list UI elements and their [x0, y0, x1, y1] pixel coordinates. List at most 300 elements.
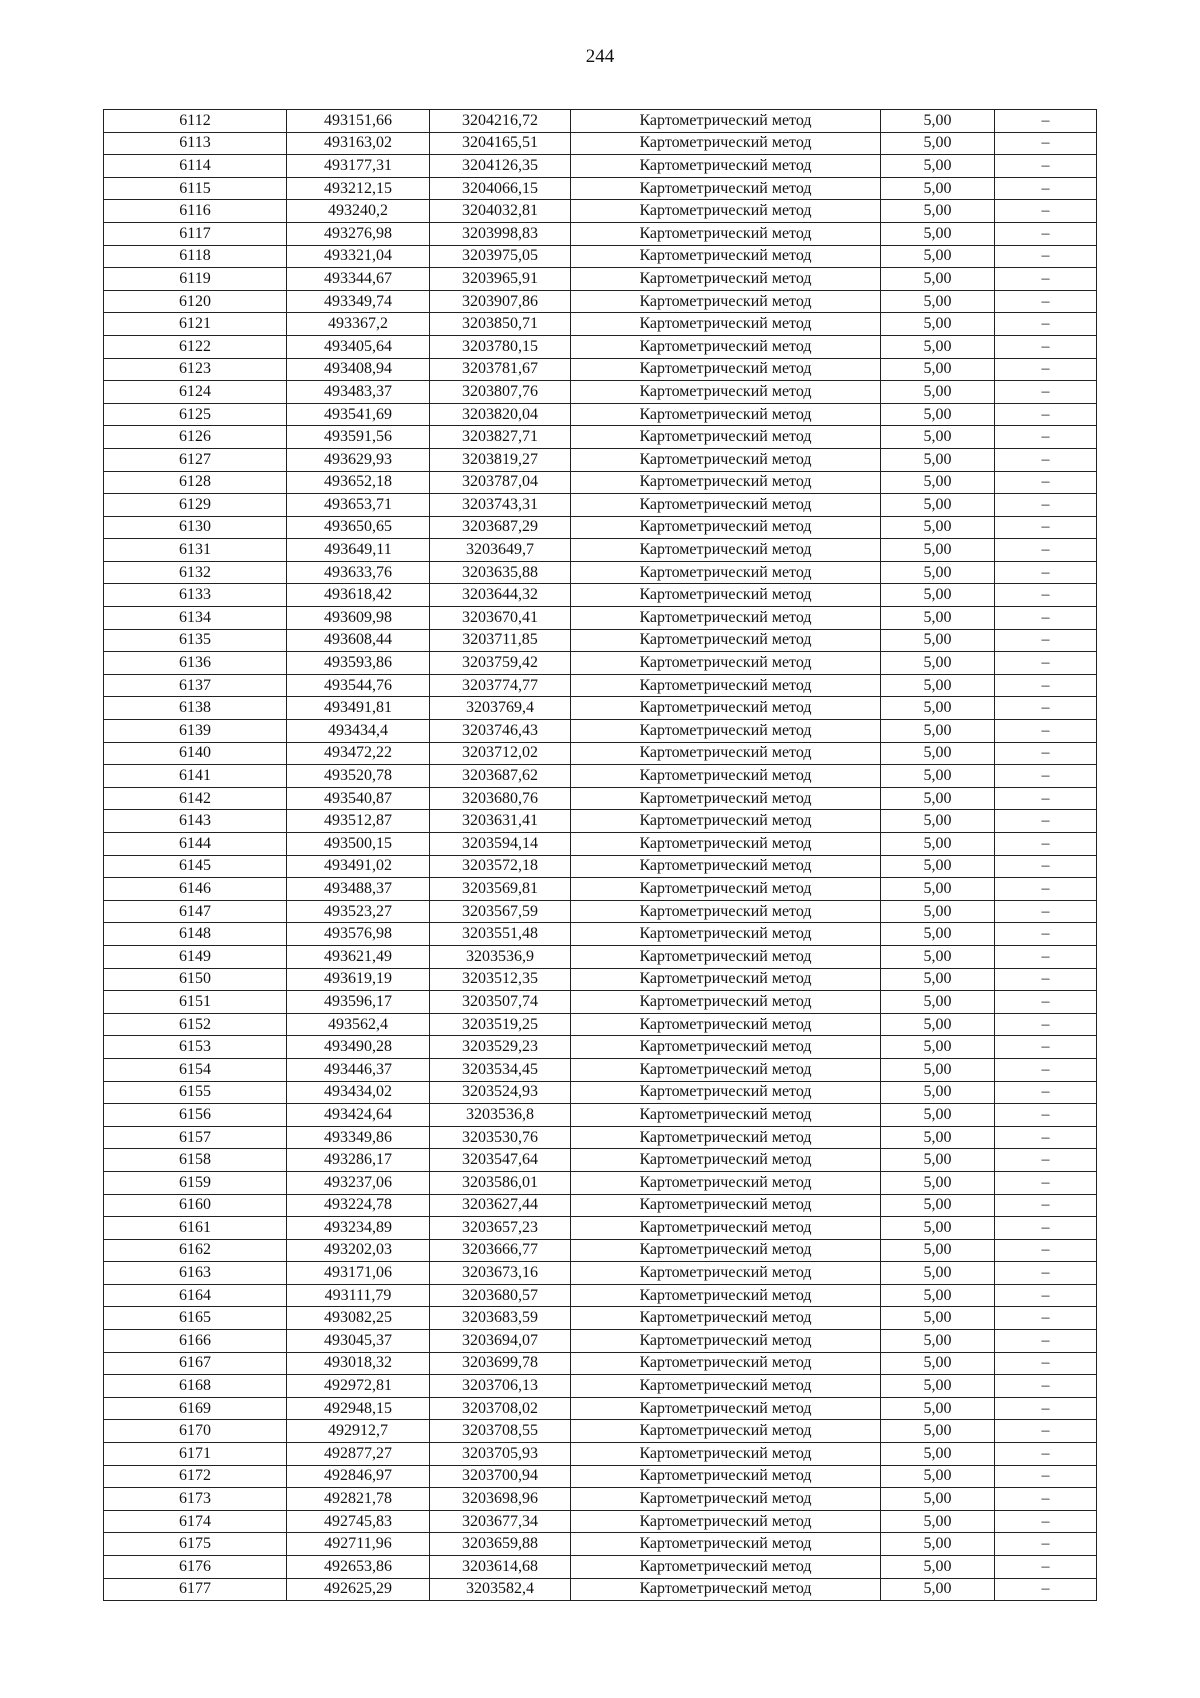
point-number-cell: 6139: [104, 720, 287, 743]
method-cell: Картометрический метод: [571, 855, 881, 878]
description-cell: –: [995, 245, 1097, 268]
y-coordinate-cell: 3204216,72: [430, 110, 571, 133]
description-cell: –: [995, 1058, 1097, 1081]
accuracy-cell: 5,00: [881, 290, 995, 313]
table-row: [104, 720, 1097, 743]
y-coordinate-cell: 3203673,16: [430, 1262, 571, 1285]
x-coordinate-cell: 493018,32: [287, 1352, 430, 1375]
x-coordinate-cell: 493593,86: [287, 652, 430, 675]
description-cell: –: [995, 1239, 1097, 1262]
accuracy-cell: 5,00: [881, 833, 995, 856]
description-cell: –: [995, 652, 1097, 675]
y-coordinate-cell: 3204032,81: [430, 200, 571, 223]
accuracy-cell: 5,00: [881, 1307, 995, 1330]
method-cell: Картометрический метод: [571, 652, 881, 675]
description-cell: –: [995, 968, 1097, 991]
y-coordinate-cell: 3203659,88: [430, 1533, 571, 1556]
method-cell: Картометрический метод: [571, 945, 881, 968]
y-coordinate-cell: 3203687,29: [430, 516, 571, 539]
table-row: [104, 1194, 1097, 1217]
point-number-cell: 6117: [104, 222, 287, 245]
accuracy-cell: 5,00: [881, 900, 995, 923]
accuracy-cell: 5,00: [881, 1443, 995, 1466]
table-row: [104, 1036, 1097, 1059]
y-coordinate-cell: 3203627,44: [430, 1194, 571, 1217]
method-cell: Картометрический метод: [571, 1488, 881, 1511]
x-coordinate-cell: 493512,87: [287, 810, 430, 833]
accuracy-cell: 5,00: [881, 1217, 995, 1240]
x-coordinate-cell: 493151,66: [287, 110, 430, 133]
table-row: [104, 1262, 1097, 1285]
point-number-cell: 6172: [104, 1465, 287, 1488]
method-cell: Картометрический метод: [571, 833, 881, 856]
y-coordinate-cell: 3203780,15: [430, 335, 571, 358]
accuracy-cell: 5,00: [881, 471, 995, 494]
description-cell: –: [995, 855, 1097, 878]
accuracy-cell: 5,00: [881, 584, 995, 607]
description-cell: –: [995, 1194, 1097, 1217]
accuracy-cell: 5,00: [881, 358, 995, 381]
table-row: [104, 1307, 1097, 1330]
y-coordinate-cell: 3203536,8: [430, 1104, 571, 1127]
method-cell: Картометрический метод: [571, 358, 881, 381]
method-cell: Картометрический метод: [571, 1194, 881, 1217]
method-cell: Картометрический метод: [571, 268, 881, 291]
y-coordinate-cell: 3203644,32: [430, 584, 571, 607]
y-coordinate-cell: 3203705,93: [430, 1443, 571, 1466]
point-number-cell: 6124: [104, 381, 287, 404]
point-number-cell: 6152: [104, 1013, 287, 1036]
y-coordinate-cell: 3203649,7: [430, 539, 571, 562]
method-cell: Картометрический метод: [571, 381, 881, 404]
table-row: [104, 155, 1097, 178]
x-coordinate-cell: 493082,25: [287, 1307, 430, 1330]
x-coordinate-cell: 493541,69: [287, 403, 430, 426]
accuracy-cell: 5,00: [881, 720, 995, 743]
point-number-cell: 6174: [104, 1510, 287, 1533]
point-number-cell: 6166: [104, 1330, 287, 1353]
accuracy-cell: 5,00: [881, 110, 995, 133]
method-cell: Картометрический метод: [571, 132, 881, 155]
y-coordinate-cell: 3203586,01: [430, 1171, 571, 1194]
x-coordinate-cell: 492948,15: [287, 1397, 430, 1420]
table-row: [104, 1443, 1097, 1466]
x-coordinate-cell: 493344,67: [287, 268, 430, 291]
accuracy-cell: 5,00: [881, 448, 995, 471]
table-row: [104, 1510, 1097, 1533]
accuracy-cell: 5,00: [881, 1081, 995, 1104]
y-coordinate-cell: 3203683,59: [430, 1307, 571, 1330]
accuracy-cell: 5,00: [881, 132, 995, 155]
accuracy-cell: 5,00: [881, 855, 995, 878]
description-cell: –: [995, 810, 1097, 833]
y-coordinate-cell: 3203699,78: [430, 1352, 571, 1375]
method-cell: Картометрический метод: [571, 1058, 881, 1081]
x-coordinate-cell: 493472,22: [287, 742, 430, 765]
y-coordinate-cell: 3203759,42: [430, 652, 571, 675]
table-row: [104, 494, 1097, 517]
accuracy-cell: 5,00: [881, 1126, 995, 1149]
accuracy-cell: 5,00: [881, 1533, 995, 1556]
description-cell: –: [995, 1533, 1097, 1556]
accuracy-cell: 5,00: [881, 878, 995, 901]
point-number-cell: 6168: [104, 1375, 287, 1398]
method-cell: Картометрический метод: [571, 177, 881, 200]
accuracy-cell: 5,00: [881, 1397, 995, 1420]
accuracy-cell: 5,00: [881, 1375, 995, 1398]
y-coordinate-cell: 3203547,64: [430, 1149, 571, 1172]
x-coordinate-cell: 493240,2: [287, 200, 430, 223]
table-row: [104, 1058, 1097, 1081]
point-number-cell: 6158: [104, 1149, 287, 1172]
point-number-cell: 6118: [104, 245, 287, 268]
method-cell: Картометрический метод: [571, 765, 881, 788]
method-cell: Картометрический метод: [571, 516, 881, 539]
description-cell: –: [995, 1081, 1097, 1104]
x-coordinate-cell: 493490,28: [287, 1036, 430, 1059]
description-cell: –: [995, 177, 1097, 200]
y-coordinate-cell: 3203774,77: [430, 674, 571, 697]
accuracy-cell: 5,00: [881, 245, 995, 268]
x-coordinate-cell: 493653,71: [287, 494, 430, 517]
method-cell: Картометрический метод: [571, 607, 881, 630]
point-number-cell: 6160: [104, 1194, 287, 1217]
y-coordinate-cell: 3203551,48: [430, 923, 571, 946]
x-coordinate-cell: 493576,98: [287, 923, 430, 946]
accuracy-cell: 5,00: [881, 1465, 995, 1488]
table-row: [104, 110, 1097, 133]
y-coordinate-cell: 3203594,14: [430, 833, 571, 856]
y-coordinate-cell: 3203677,34: [430, 1510, 571, 1533]
description-cell: –: [995, 268, 1097, 291]
accuracy-cell: 5,00: [881, 177, 995, 200]
description-cell: –: [995, 313, 1097, 336]
x-coordinate-cell: 492653,86: [287, 1556, 430, 1579]
description-cell: –: [995, 1578, 1097, 1601]
description-cell: –: [995, 900, 1097, 923]
table-row: [104, 222, 1097, 245]
method-cell: Картометрический метод: [571, 1081, 881, 1104]
accuracy-cell: 5,00: [881, 968, 995, 991]
method-cell: Картометрический метод: [571, 155, 881, 178]
y-coordinate-cell: 3203657,23: [430, 1217, 571, 1240]
table-row: [104, 968, 1097, 991]
description-cell: –: [995, 720, 1097, 743]
method-cell: Картометрический метод: [571, 629, 881, 652]
method-cell: Картометрический метод: [571, 110, 881, 133]
point-number-cell: 6120: [104, 290, 287, 313]
table-row: [104, 833, 1097, 856]
description-cell: –: [995, 787, 1097, 810]
accuracy-cell: 5,00: [881, 991, 995, 1014]
method-cell: Картометрический метод: [571, 900, 881, 923]
x-coordinate-cell: 493224,78: [287, 1194, 430, 1217]
description-cell: –: [995, 403, 1097, 426]
method-cell: Картометрический метод: [571, 245, 881, 268]
description-cell: –: [995, 1307, 1097, 1330]
method-cell: Картометрический метод: [571, 584, 881, 607]
table-row: [104, 1081, 1097, 1104]
point-number-cell: 6132: [104, 561, 287, 584]
x-coordinate-cell: 493488,37: [287, 878, 430, 901]
x-coordinate-cell: 493349,86: [287, 1126, 430, 1149]
point-number-cell: 6164: [104, 1284, 287, 1307]
method-cell: Картометрический метод: [571, 1443, 881, 1466]
point-number-cell: 6114: [104, 155, 287, 178]
x-coordinate-cell: 493446,37: [287, 1058, 430, 1081]
x-coordinate-cell: 493609,98: [287, 607, 430, 630]
method-cell: Картометрический метод: [571, 1036, 881, 1059]
accuracy-cell: 5,00: [881, 629, 995, 652]
method-cell: Картометрический метод: [571, 1420, 881, 1443]
y-coordinate-cell: 3203670,41: [430, 607, 571, 630]
point-number-cell: 6127: [104, 448, 287, 471]
y-coordinate-cell: 3204126,35: [430, 155, 571, 178]
description-cell: –: [995, 1488, 1097, 1511]
x-coordinate-cell: 493618,42: [287, 584, 430, 607]
x-coordinate-cell: 493596,17: [287, 991, 430, 1014]
accuracy-cell: 5,00: [881, 539, 995, 562]
table-row: [104, 1352, 1097, 1375]
x-coordinate-cell: 493367,2: [287, 313, 430, 336]
table-row: [104, 448, 1097, 471]
point-number-cell: 6122: [104, 335, 287, 358]
description-cell: –: [995, 561, 1097, 584]
x-coordinate-cell: 492972,81: [287, 1375, 430, 1398]
x-coordinate-cell: 493608,44: [287, 629, 430, 652]
y-coordinate-cell: 3203507,74: [430, 991, 571, 1014]
point-number-cell: 6142: [104, 787, 287, 810]
y-coordinate-cell: 3203680,57: [430, 1284, 571, 1307]
method-cell: Картометрический метод: [571, 1013, 881, 1036]
method-cell: Картометрический метод: [571, 1217, 881, 1240]
description-cell: –: [995, 290, 1097, 313]
y-coordinate-cell: 3204066,15: [430, 177, 571, 200]
table-row: [104, 584, 1097, 607]
accuracy-cell: 5,00: [881, 381, 995, 404]
description-cell: –: [995, 516, 1097, 539]
point-number-cell: 6157: [104, 1126, 287, 1149]
description-cell: –: [995, 674, 1097, 697]
table-row: [104, 561, 1097, 584]
table-row: [104, 1533, 1097, 1556]
table-row: [104, 1578, 1097, 1601]
method-cell: Картометрический метод: [571, 1104, 881, 1127]
x-coordinate-cell: 493544,76: [287, 674, 430, 697]
description-cell: –: [995, 358, 1097, 381]
accuracy-cell: 5,00: [881, 1420, 995, 1443]
method-cell: Картометрический метод: [571, 200, 881, 223]
accuracy-cell: 5,00: [881, 561, 995, 584]
method-cell: Картометрический метод: [571, 471, 881, 494]
y-coordinate-cell: 3203712,02: [430, 742, 571, 765]
y-coordinate-cell: 3203706,13: [430, 1375, 571, 1398]
point-number-cell: 6135: [104, 629, 287, 652]
x-coordinate-cell: 493408,94: [287, 358, 430, 381]
point-number-cell: 6123: [104, 358, 287, 381]
x-coordinate-cell: 493349,74: [287, 290, 430, 313]
table-row: [104, 900, 1097, 923]
y-coordinate-cell: 3203529,23: [430, 1036, 571, 1059]
table-row: [104, 1420, 1097, 1443]
description-cell: –: [995, 155, 1097, 178]
accuracy-cell: 5,00: [881, 426, 995, 449]
description-cell: –: [995, 833, 1097, 856]
x-coordinate-cell: 493405,64: [287, 335, 430, 358]
table-row: [104, 652, 1097, 675]
accuracy-cell: 5,00: [881, 494, 995, 517]
x-coordinate-cell: 493483,37: [287, 381, 430, 404]
x-coordinate-cell: 493621,49: [287, 945, 430, 968]
method-cell: Картометрический метод: [571, 290, 881, 313]
table-row: [104, 1375, 1097, 1398]
point-number-cell: 6147: [104, 900, 287, 923]
accuracy-cell: 5,00: [881, 1330, 995, 1353]
method-cell: Картометрический метод: [571, 1533, 881, 1556]
description-cell: –: [995, 1375, 1097, 1398]
accuracy-cell: 5,00: [881, 200, 995, 223]
description-cell: –: [995, 381, 1097, 404]
y-coordinate-cell: 3203530,76: [430, 1126, 571, 1149]
x-coordinate-cell: 493234,89: [287, 1217, 430, 1240]
accuracy-cell: 5,00: [881, 1284, 995, 1307]
x-coordinate-cell: 493434,02: [287, 1081, 430, 1104]
table-row: [104, 471, 1097, 494]
x-coordinate-cell: 492711,96: [287, 1533, 430, 1556]
point-number-cell: 6130: [104, 516, 287, 539]
point-number-cell: 6128: [104, 471, 287, 494]
method-cell: Картометрический метод: [571, 1149, 881, 1172]
x-coordinate-cell: 493424,64: [287, 1104, 430, 1127]
description-cell: –: [995, 878, 1097, 901]
accuracy-cell: 5,00: [881, 1036, 995, 1059]
point-number-cell: 6167: [104, 1352, 287, 1375]
point-number-cell: 6141: [104, 765, 287, 788]
point-number-cell: 6144: [104, 833, 287, 856]
description-cell: –: [995, 110, 1097, 133]
table-row: [104, 629, 1097, 652]
point-number-cell: 6171: [104, 1443, 287, 1466]
table-row: [104, 923, 1097, 946]
accuracy-cell: 5,00: [881, 787, 995, 810]
method-cell: Картометрический метод: [571, 1465, 881, 1488]
point-number-cell: 6162: [104, 1239, 287, 1262]
table-row: [104, 381, 1097, 404]
point-number-cell: 6146: [104, 878, 287, 901]
method-cell: Картометрический метод: [571, 313, 881, 336]
accuracy-cell: 5,00: [881, 222, 995, 245]
point-number-cell: 6145: [104, 855, 287, 878]
coordinates-table-body: [104, 110, 1097, 1601]
point-number-cell: 6131: [104, 539, 287, 562]
description-cell: –: [995, 765, 1097, 788]
y-coordinate-cell: 3203666,77: [430, 1239, 571, 1262]
y-coordinate-cell: 3204165,51: [430, 132, 571, 155]
point-number-cell: 6177: [104, 1578, 287, 1601]
description-cell: –: [995, 991, 1097, 1014]
method-cell: Картометрический метод: [571, 1239, 881, 1262]
accuracy-cell: 5,00: [881, 268, 995, 291]
accuracy-cell: 5,00: [881, 697, 995, 720]
x-coordinate-cell: 493591,56: [287, 426, 430, 449]
accuracy-cell: 5,00: [881, 1149, 995, 1172]
point-number-cell: 6169: [104, 1397, 287, 1420]
description-cell: –: [995, 1443, 1097, 1466]
description-cell: –: [995, 584, 1097, 607]
point-number-cell: 6156: [104, 1104, 287, 1127]
table-row: [104, 697, 1097, 720]
x-coordinate-cell: 492846,97: [287, 1465, 430, 1488]
table-row: [104, 765, 1097, 788]
table-row: [104, 787, 1097, 810]
method-cell: Картометрический метод: [571, 1307, 881, 1330]
table-row: [104, 1465, 1097, 1488]
description-cell: –: [995, 132, 1097, 155]
x-coordinate-cell: 493163,02: [287, 132, 430, 155]
point-number-cell: 6140: [104, 742, 287, 765]
point-number-cell: 6149: [104, 945, 287, 968]
point-number-cell: 6137: [104, 674, 287, 697]
table-row: [104, 539, 1097, 562]
x-coordinate-cell: 492625,29: [287, 1578, 430, 1601]
table-row: [104, 1284, 1097, 1307]
method-cell: Картометрический метод: [571, 448, 881, 471]
table-row: [104, 1126, 1097, 1149]
method-cell: Картометрический метод: [571, 1556, 881, 1579]
x-coordinate-cell: 493045,37: [287, 1330, 430, 1353]
accuracy-cell: 5,00: [881, 607, 995, 630]
table-row: [104, 132, 1097, 155]
accuracy-cell: 5,00: [881, 1578, 995, 1601]
method-cell: Картометрический метод: [571, 494, 881, 517]
y-coordinate-cell: 3203819,27: [430, 448, 571, 471]
description-cell: –: [995, 426, 1097, 449]
x-coordinate-cell: 493619,19: [287, 968, 430, 991]
description-cell: –: [995, 1262, 1097, 1285]
y-coordinate-cell: 3203787,04: [430, 471, 571, 494]
y-coordinate-cell: 3203631,41: [430, 810, 571, 833]
point-number-cell: 6126: [104, 426, 287, 449]
description-cell: –: [995, 1171, 1097, 1194]
x-coordinate-cell: 492912,7: [287, 1420, 430, 1443]
accuracy-cell: 5,00: [881, 652, 995, 675]
table-row: [104, 1171, 1097, 1194]
table-row: [104, 742, 1097, 765]
method-cell: Картометрический метод: [571, 222, 881, 245]
y-coordinate-cell: 3203614,68: [430, 1556, 571, 1579]
point-number-cell: 6116: [104, 200, 287, 223]
method-cell: Картометрический метод: [571, 1284, 881, 1307]
accuracy-cell: 5,00: [881, 403, 995, 426]
y-coordinate-cell: 3203850,71: [430, 313, 571, 336]
x-coordinate-cell: 493491,02: [287, 855, 430, 878]
x-coordinate-cell: 493491,81: [287, 697, 430, 720]
y-coordinate-cell: 3203698,96: [430, 1488, 571, 1511]
accuracy-cell: 5,00: [881, 155, 995, 178]
y-coordinate-cell: 3203769,4: [430, 697, 571, 720]
table-row: [104, 607, 1097, 630]
y-coordinate-cell: 3203512,35: [430, 968, 571, 991]
description-cell: –: [995, 1397, 1097, 1420]
y-coordinate-cell: 3203746,43: [430, 720, 571, 743]
x-coordinate-cell: 493177,31: [287, 155, 430, 178]
accuracy-cell: 5,00: [881, 945, 995, 968]
accuracy-cell: 5,00: [881, 1104, 995, 1127]
table-row: [104, 268, 1097, 291]
accuracy-cell: 5,00: [881, 923, 995, 946]
accuracy-cell: 5,00: [881, 765, 995, 788]
accuracy-cell: 5,00: [881, 516, 995, 539]
